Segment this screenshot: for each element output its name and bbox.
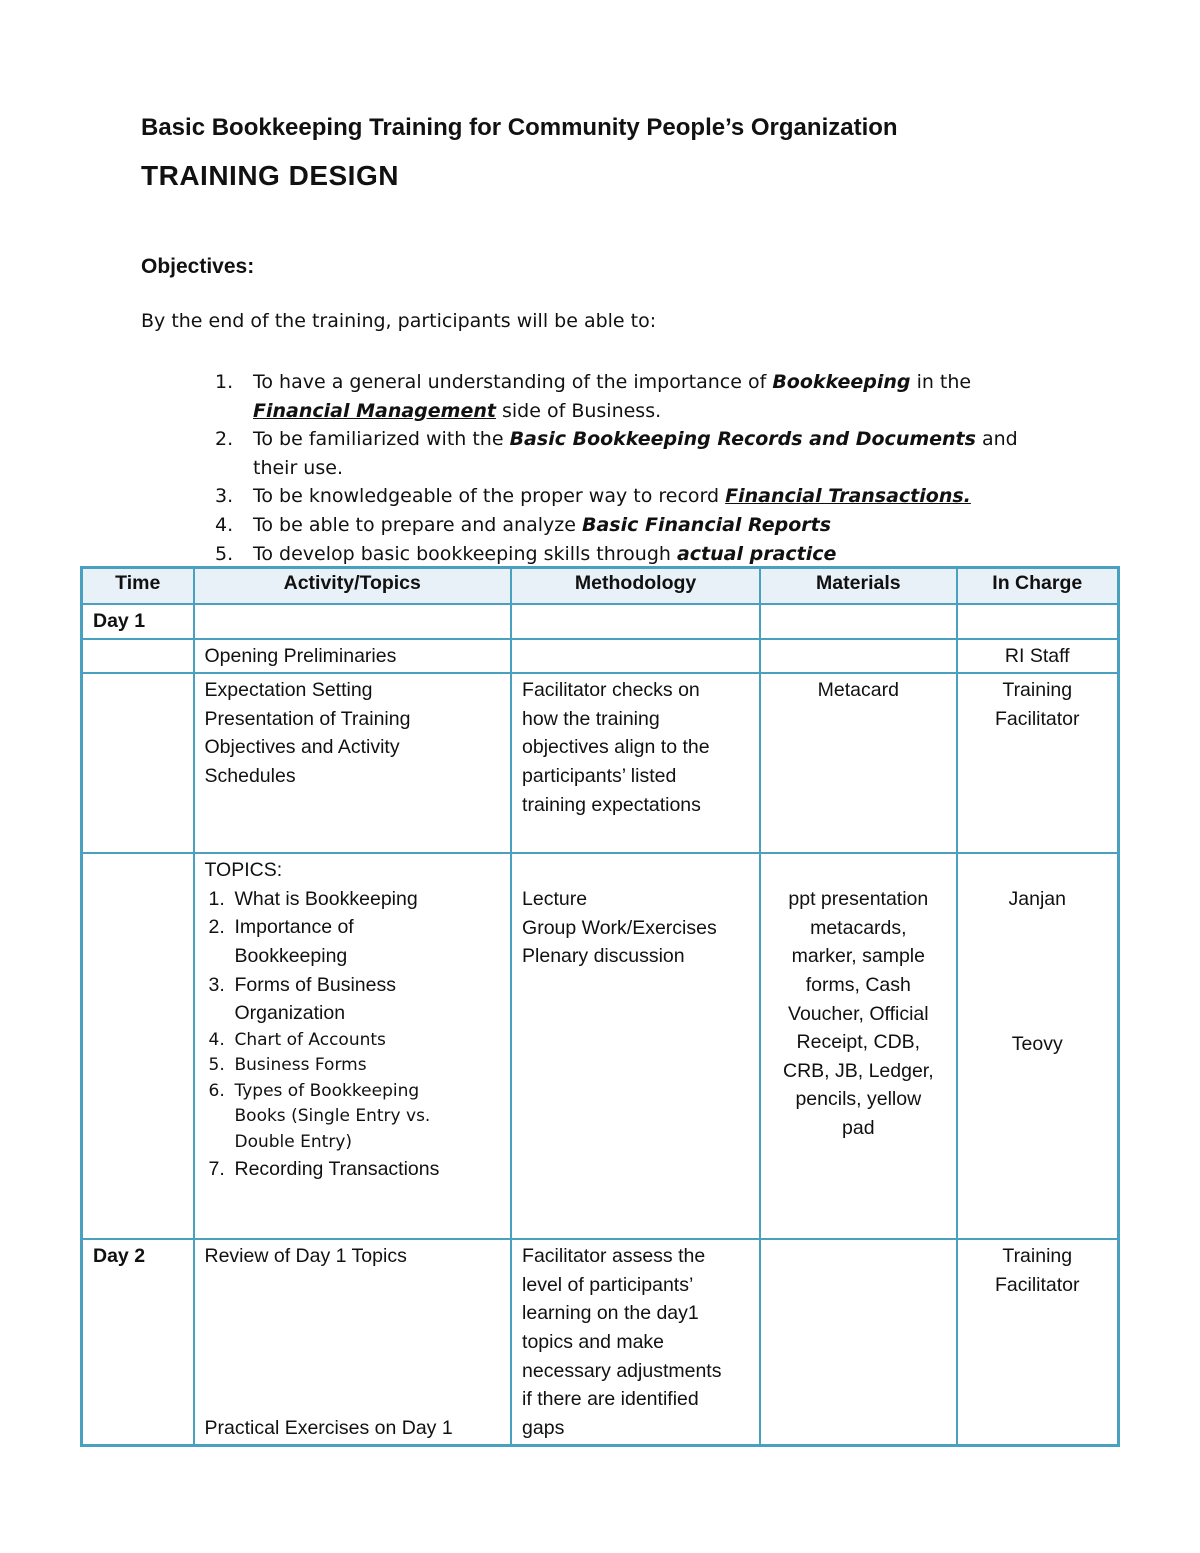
objective-emphasis: Financial Management [253,399,496,422]
header-in-charge: In Charge [957,568,1119,604]
empty-cell [760,639,956,674]
day-label: Day 1 [82,604,194,639]
incharge-cell [957,673,1119,853]
list-item [205,1053,501,1079]
objective-emphasis: Basic Financial Reports [581,513,832,536]
list-item [205,885,501,914]
topic-line: Bookkeeping [234,944,348,967]
method-line: how the training [522,707,660,730]
empty-cell [82,853,194,1239]
method-line: necessary adjustments [522,1359,722,1382]
list-number: 1. [208,887,225,910]
objective-text: To be knowledgeable of the proper way to record [253,485,726,508]
method-line: if there are identified [522,1388,699,1411]
activity-cell [194,673,512,853]
method-line: participants’ listed [522,764,677,787]
objective-item [215,511,1055,540]
incharge-cell: RI Staff [957,639,1119,674]
materials-line: marker, sample [791,945,925,968]
table-row [82,853,1118,1239]
methodology-cell [511,853,760,1239]
materials-cell [760,853,956,1239]
empty-cell [957,604,1119,639]
empty-cell [760,1239,956,1445]
materials-line: forms, Cash [805,973,911,996]
method-line: topics and make [522,1330,665,1353]
objective-number: 4. [215,513,234,536]
activity-line: Practical Exercises on Day 1 [204,1416,453,1439]
objective-item [215,482,1055,511]
header-methodology: Methodology [511,568,760,604]
activity-line: Review of Day 1 Topics [204,1245,407,1268]
list-item [205,971,501,1028]
incharge-line: Janjan [1008,888,1066,911]
empty-cell [511,639,760,674]
activity-line: Expectation Setting [204,679,373,702]
materials-line: Receipt, CDB, [796,1031,921,1054]
method-line: gaps [522,1416,565,1439]
schedule-table [80,566,1120,1447]
list-number: 2. [208,916,225,939]
materials-line: metacards, [810,916,907,939]
table-row [82,673,1118,853]
materials-cell: Metacard [760,673,956,853]
objective-number: 1. [215,371,234,393]
method-line: Lecture [522,888,588,911]
method-line: level of participants’ [522,1273,694,1296]
topic-line: Double Entry) [234,1131,353,1152]
list-number: 5. [208,1055,225,1076]
method-line: Facilitator assess the [522,1245,706,1268]
activity-cell: Opening Preliminaries [194,639,512,674]
table-row [82,639,1118,674]
objective-text: and their use. [253,428,1018,479]
objective-item [215,540,1055,569]
objective-emphasis: actual practice [676,542,837,565]
topic-line: Recording Transactions [234,1158,440,1181]
methodology-cell [511,673,760,853]
table-header-row [82,568,1118,604]
objective-text: side of Business. [495,399,662,422]
materials-line: pencils, yellow [795,1088,922,1111]
list-item [205,1079,501,1156]
empty-cell [194,604,512,639]
method-line: Group Work/Exercises [522,916,717,939]
topic-line: Types of Bookkeeping [234,1080,420,1101]
list-item [205,1155,501,1184]
objective-emphasis: Financial Transactions. [725,485,971,508]
day-label: Day 2 [82,1239,194,1445]
activity-line: Presentation of Training [204,707,411,730]
empty-cell [511,604,760,639]
activity-line: Schedules [204,764,296,787]
incharge-cell [957,1239,1119,1445]
materials-line: CRB, JB, Ledger, [782,1059,934,1082]
objectives-heading: Objectives: [141,255,255,278]
topic-line: Books (Single Entry vs. [234,1106,431,1127]
incharge-line: Facilitator [994,1273,1080,1296]
list-number: 4. [208,1029,225,1050]
table-row [82,1239,1118,1445]
header-materials: Materials [760,568,956,604]
list-item [205,1028,501,1054]
empty-cell [82,673,194,853]
incharge-line: Facilitator [994,707,1080,730]
method-line: Plenary discussion [522,945,685,968]
method-line: Facilitator checks on [522,679,700,702]
table-row [82,604,1118,639]
topics-list [205,885,501,1184]
materials-line: pad [842,1116,875,1139]
topic-line: Forms of Business [234,973,396,996]
header-activity: Activity/Topics [194,568,512,604]
document-subtitle: TRAINING DESIGN [141,160,399,191]
topic-line: Business Forms [234,1055,367,1076]
topic-line: Chart of Accounts [234,1029,386,1050]
objective-emphasis: Bookkeeping [772,371,911,393]
incharge-line: Training [1002,679,1073,702]
objective-text: To be able to prepare and analyze [253,513,582,536]
header-time: Time [82,568,194,604]
topic-line: Organization [234,1002,346,1025]
objective-number: 2. [215,428,234,451]
objective-text: To be familiarized with the [253,428,510,451]
objective-emphasis: Basic Bookkeeping Records and Documents [509,428,976,451]
incharge-line: Teovy [1011,1032,1063,1055]
activity-cell [194,1239,512,1445]
objective-number: 5. [215,542,234,565]
methodology-cell [511,1239,760,1445]
activity-line: Objectives and Activity [204,736,400,759]
empty-cell [82,639,194,674]
materials-line: Voucher, Official [788,1002,929,1025]
method-line: objectives align to the [522,736,710,759]
incharge-line: Training [1002,1245,1073,1268]
objective-text: To develop basic bookkeeping skills through [253,542,677,565]
objective-text: in the [910,371,972,393]
topic-line: What is Bookkeeping [234,887,418,910]
method-line: training expectations [522,793,701,816]
objective-item [215,425,1055,482]
empty-cell [760,604,956,639]
materials-line: ppt presentation [788,888,929,911]
list-number: 3. [208,973,225,996]
topics-heading: TOPICS: [204,859,283,882]
topic-line: Importance of [234,916,354,939]
objectives-list [215,368,1055,568]
incharge-cell [957,853,1119,1239]
list-item [205,913,501,970]
list-number: 7. [208,1158,225,1181]
objectives-intro: By the end of the training, participants will be able to: [141,310,657,332]
document-title: Basic Bookkeeping Training for Community People’s Organization [141,114,898,141]
activity-cell [194,853,512,1239]
list-number: 6. [208,1080,225,1101]
method-line: learning on the day1 [522,1302,699,1325]
objective-number: 3. [215,485,234,508]
objective-item [215,368,1055,425]
objective-text: To have a general understanding of the importance of [253,371,773,393]
